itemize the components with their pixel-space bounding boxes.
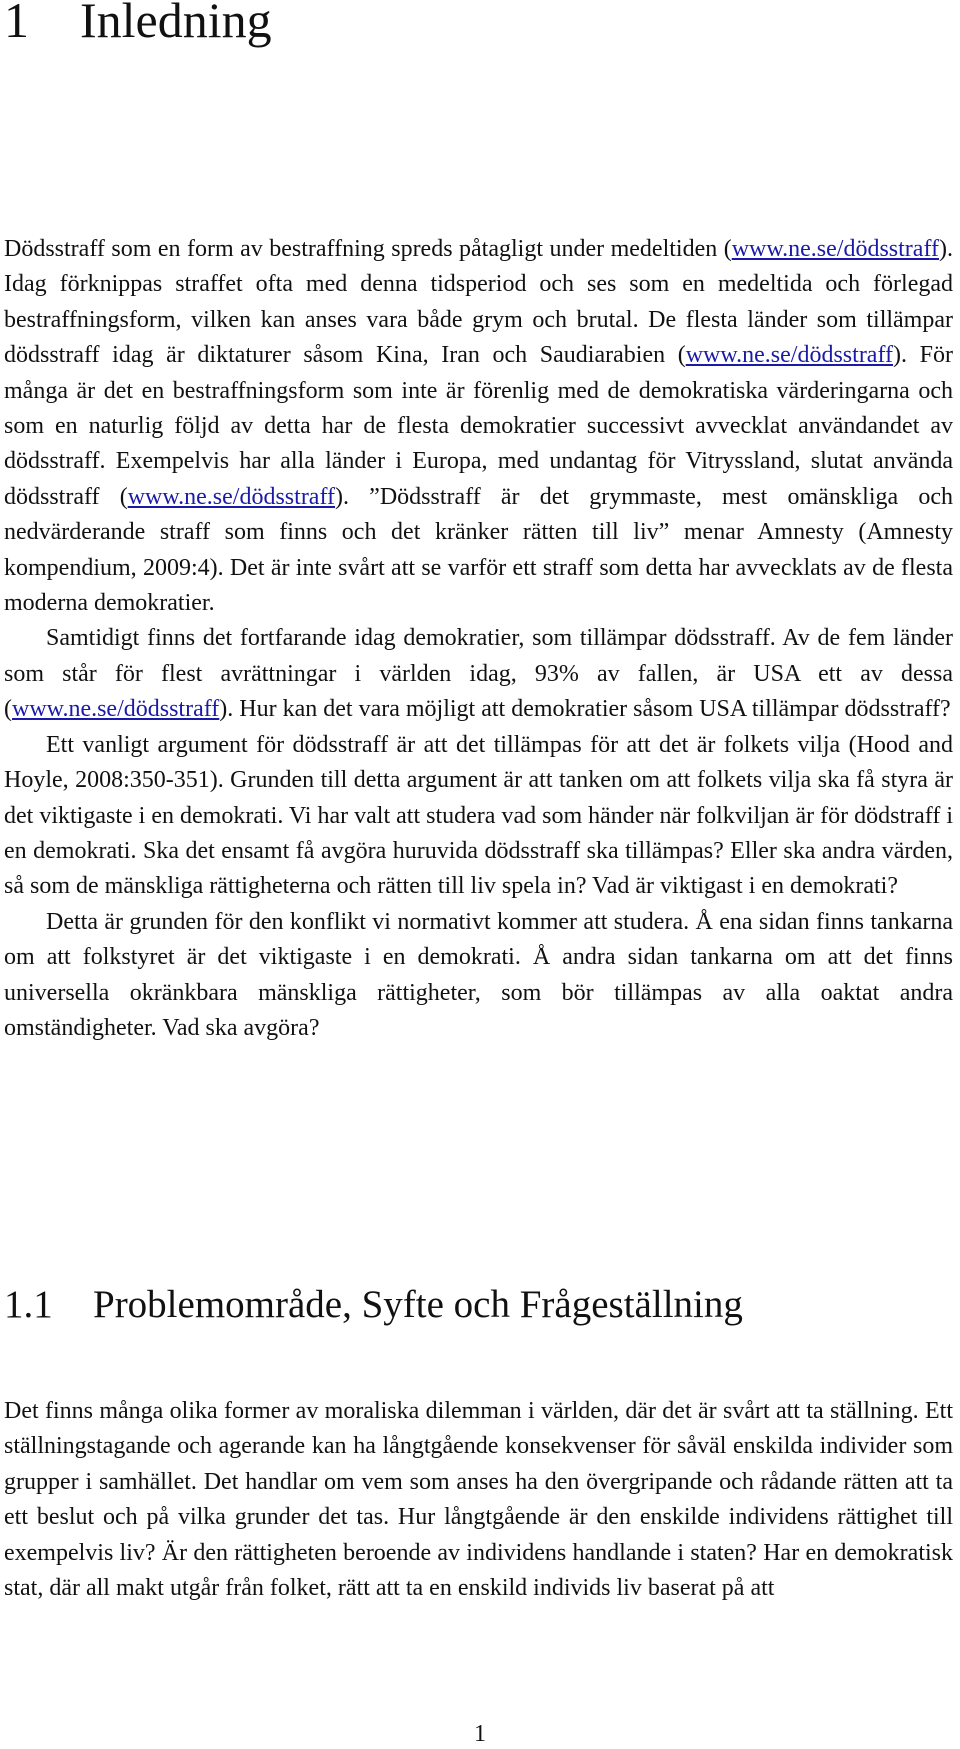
- paragraph-text: ). Hur kan det vara möjligt att demokratier såsom USA tillämpar dödsstraff?: [219, 696, 951, 723]
- paragraph-text: Samtidigt finns det fortfarande idag demokratier, som tillämpar dödsstraff. Av de fem länder som står för flest avrättningar i världen idag, 93% av fallen, är USA ett av dessa (: [4, 625, 953, 723]
- introduction-body: [4, 232, 953, 1046]
- citation-link[interactable]: www.ne.se/dödsstraff: [685, 342, 894, 369]
- chapter-number: 1: [4, 0, 29, 48]
- chapter-heading: [4, 0, 272, 52]
- paragraph-4: Detta är grunden för den konflikt vi normativt kommer att studera. Å ena sidan finns tankarna om att folkstyret är det viktigaste i en demokrati. Å andra sidan tankarna om att det finns universella okränkbara mänskliga rättigheter, som bör tillämpas av alla oaktat andra omständigheter. Vad ska avgöra?: [4, 908, 953, 1041]
- paragraph-2: [4, 621, 953, 727]
- chapter-title: Inledning: [80, 0, 272, 48]
- paragraph-text: ). För många är det en bestraffningsform som inte är förenlig med de demokratiska värderingarna och som en naturlig följd av detta har de flesta demokratier successivt avvecklat användandet av dödsstraff. Exempelvis har alla länder i Europa, med undantag för Vitryssland, slutat använda dödsstraff (: [4, 342, 953, 510]
- paragraph-3: Ett vanligt argument för dödsstraff är att det tillämpas för att det är folkets vilja (Hood and Hoyle, 2008:350-351). Grunden till detta argument är att tanken om att folkets vilja ska få styra är det viktigaste i en demokrati. Vi har valt att studera vad som händer när folkviljan är för dödstraff i en demokrati. Ska det ensamt få avgöra huruvida dödsstraff ska tillämpas? Eller ska andra värden, så som de mänskliga rättigheterna och rätten till liv spela in? Vad är viktigast i en demokrati?: [4, 731, 953, 900]
- citation-link[interactable]: www.ne.se/dödsstraff: [127, 483, 336, 510]
- citation-link[interactable]: www.ne.se/dödsstraff: [12, 696, 220, 723]
- section-title: Problemområde, Syfte och Frågeställning: [93, 1283, 743, 1326]
- paragraph-5: Det finns många olika former av moraliska dilemman i världen, där det är svårt att ta ställning. Ett ställningstagande och agerande kan ha långtgående konsekvenser för såväl enskilda individer som grupper i samhället. Det handlar om vem som anses ha den övergripande och rådande rätten att ta ett beslut och på vilka grunder det tas. Hur långtgående är den enskilde individens rättighet till exempelvis liv? Är den rättigheten beroende av individens handlande i staten? Har en demokratisk stat, där all makt utgår från folket, rätt att ta en enskild individs liv baserat på att: [4, 1398, 953, 1602]
- section-number: 1.1: [4, 1283, 53, 1326]
- section-heading: [4, 1278, 743, 1332]
- problem-area-body: [4, 1394, 953, 1606]
- paragraph-text: Dödsstraff som en form av bestraffning spreds påtagligt under medeltiden (: [4, 236, 732, 262]
- paragraph-1: [4, 232, 953, 621]
- citation-link[interactable]: www.ne.se/dödsstraff: [731, 236, 939, 262]
- page-number: 1: [474, 1721, 486, 1747]
- paragraph-text: ). ”Dödsstraff är det grymmaste, mest omänskliga och nedvärderande straff som finns och det kränker rätten till liv” menar Amnesty (Amnesty kompendium, 2009:4). Det är inte svårt att se varför ett straff som detta har avvecklats av de flesta moderna demokratier.: [4, 483, 953, 617]
- paragraph-text: ). Idag förknippas straffet ofta med denna tidsperiod och ses som en medeltida och förlegad bestraffningsform, vilken kan anses vara både grym och brutal. De flesta länder som tillämpar dödsstraff idag är diktaturer såsom Kina, Iran och Saudiarabien (: [4, 236, 953, 369]
